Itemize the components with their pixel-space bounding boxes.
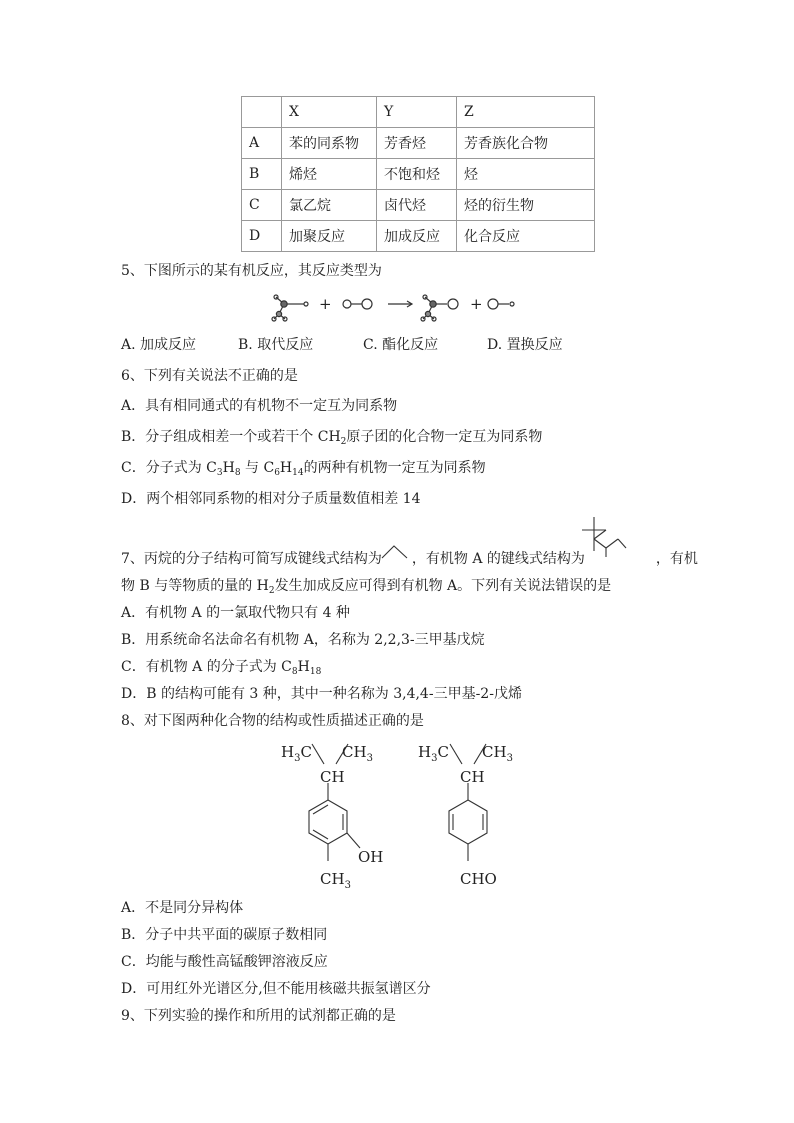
- table-cell: X: [282, 97, 377, 128]
- options-table: [241, 96, 595, 252]
- table-cell: 苯的同系物: [282, 128, 377, 159]
- compound-2-structure: [412, 738, 532, 893]
- svg-text:H3C: $H_3C$: [281, 743, 312, 764]
- table-cell: 烃的衍生物: [457, 190, 595, 221]
- q9-stem: 9、下列实验的操作和所用的试剂都正确的是: [121, 1008, 396, 1024]
- svg-text:OH: OH: [358, 848, 384, 866]
- table-cell: A: [242, 128, 282, 159]
- q8-option-a: A．不是同分异构体: [121, 900, 244, 916]
- table-cell: 烃: [457, 159, 595, 190]
- q5-stem: 5、下图所示的某有机反应，其反应类型为: [121, 263, 382, 279]
- q7-option-b: B．用系统命名法命名有机物 A，名称为 2,2,3-三甲基戊烷: [121, 632, 485, 648]
- q5-choice-a: A. 加成反应: [121, 337, 197, 353]
- table-cell: B: [242, 159, 282, 190]
- q7-stem-line1: 7、丙烷的分子结构可简写成键线式结构为 ，有机物 A 的键线式结构为 ，有机: [121, 551, 698, 567]
- q6-option-b: B．分子组成相差一个或若干个 $CH_2$原子团的化合物一定互为同系物: [121, 429, 543, 447]
- q8-option-d: D．可用红外光谱区分,但不能用核磁共振氢谱区分: [121, 981, 431, 997]
- svg-text:+: +: [319, 295, 332, 313]
- table-cell: D: [242, 221, 282, 252]
- q7-option-d: D．B 的结构可能有 3 种，其中一种名称为 3,4,4-三甲基-2-戊烯: [121, 686, 522, 702]
- table-cell: 芳香族化合物: [457, 128, 595, 159]
- table-cell: C: [242, 190, 282, 221]
- table-cell: 不饱和烃: [377, 159, 457, 190]
- table-row: [242, 221, 595, 252]
- q8-option-c: C．均能与酸性高锰酸钾溶液反应: [121, 954, 328, 970]
- q8-option-b: B．分子中共平面的碳原子数相同: [121, 927, 328, 943]
- table-cell: [242, 97, 282, 128]
- q6-option-c: C．分子式为 $C_3H_8$ 与 $C_6H_{14}$的两种有机物一定互为同系物: [121, 460, 486, 478]
- table-header-row: [242, 97, 595, 128]
- svg-text:H3C: $H_3C$: [418, 743, 449, 764]
- q6-option-a: A．具有相同通式的有机物不一定互为同系物: [121, 398, 398, 414]
- table-cell: 加聚反应: [282, 221, 377, 252]
- table-cell: 氯乙烷: [282, 190, 377, 221]
- svg-text:CH: CH: [320, 768, 345, 786]
- q5-choice-c: C. 酯化反应: [363, 337, 439, 353]
- q7-stem-line2: 物 B 与等物质的量的 $H_2$发生加成反应可得到有机物 A。下列有关说法错误的是: [121, 578, 612, 596]
- table-cell: 化合反应: [457, 221, 595, 252]
- table-cell: 芳香烃: [377, 128, 457, 159]
- table-cell: Y: [377, 97, 457, 128]
- q7-option-a: A．有机物 A 的一氯取代物只有 4 种: [121, 605, 350, 621]
- svg-text:CHO: CHO: [460, 870, 497, 888]
- table-row: [242, 128, 595, 159]
- svg-text:CH3: $CH_3$: [320, 870, 351, 891]
- table-row: [242, 190, 595, 221]
- svg-text:CH3: $CH_3$: [342, 743, 373, 764]
- q6-stem: 6、下列有关说法不正确的是: [121, 368, 298, 384]
- compound-1-structure: [276, 738, 396, 893]
- reaction-diagram: [270, 290, 530, 324]
- table-row: [242, 159, 595, 190]
- svg-text:+: +: [470, 295, 483, 313]
- table-cell: 烯烃: [282, 159, 377, 190]
- q7-option-c: C．有机物 A 的分子式为 $C_8H_{18}$: [121, 659, 322, 677]
- table-cell: Z: [457, 97, 595, 128]
- svg-text:CH3: $CH_3$: [482, 743, 513, 764]
- q6-option-d: D．两个相邻同系物的相对分子质量数值相差 14: [121, 491, 421, 507]
- svg-text:CH: CH: [460, 768, 485, 786]
- q5-choice-b: B. 取代反应: [238, 337, 314, 353]
- compound-a-skeletal-structure: [580, 515, 630, 559]
- table-cell: 加成反应: [377, 221, 457, 252]
- q8-stem: 8、对下图两种化合物的结构或性质描述正确的是: [121, 713, 424, 729]
- table-cell: 卤代烃: [377, 190, 457, 221]
- q5-choice-d: D. 置换反应: [487, 337, 563, 353]
- propane-skeletal-structure: [380, 542, 410, 562]
